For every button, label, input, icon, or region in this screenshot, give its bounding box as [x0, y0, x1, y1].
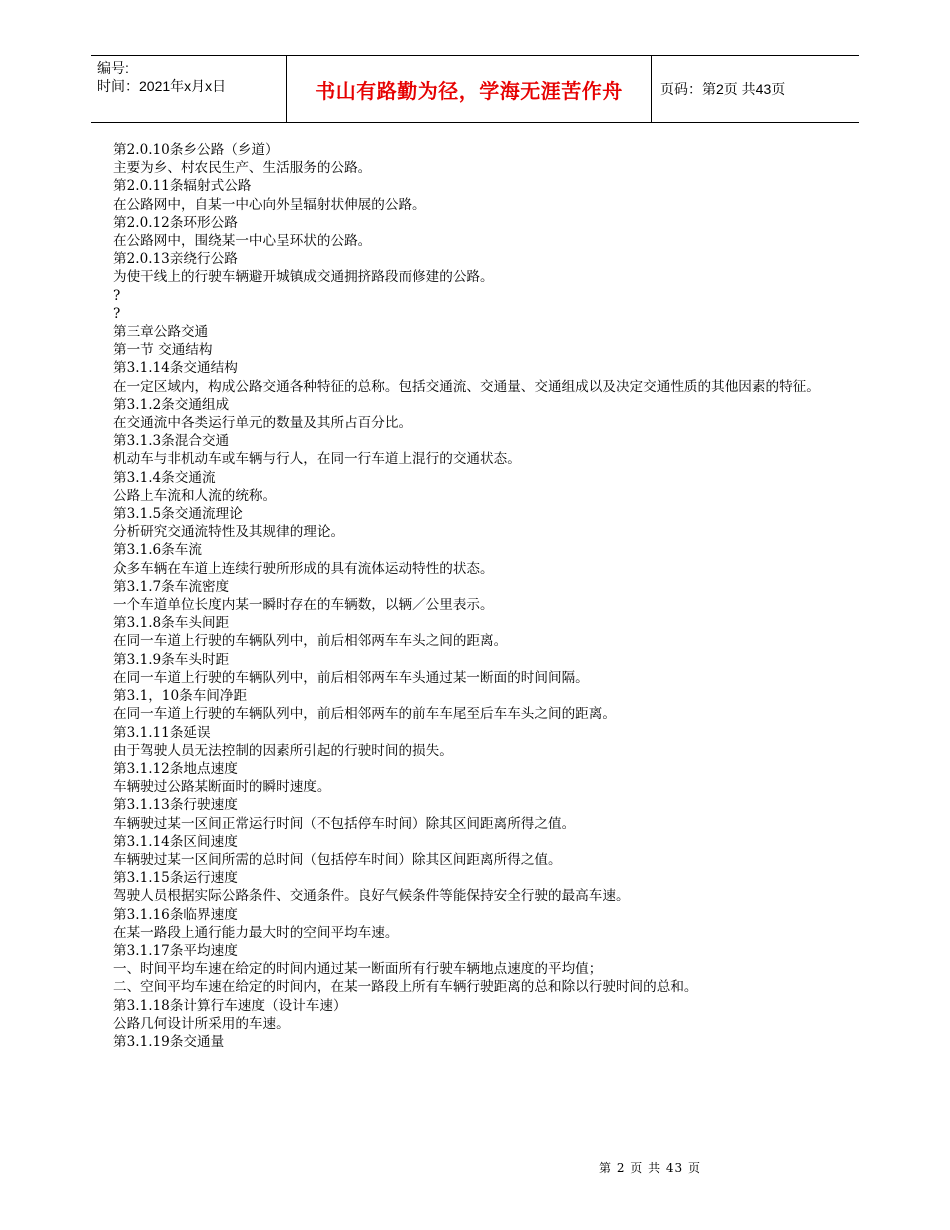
text-line: 驾驶人员根据实际公路条件、交通条件。良好气候条件等能保持安全行驶的最高车速。	[113, 888, 630, 905]
text-line: 由于驾驶人员无法控制的因素所引起的行驶时间的损失。	[113, 742, 453, 759]
text-line: 第3.1.9条车头时距	[113, 651, 230, 668]
text-line: 公路几何设计所采用的车速。	[113, 1015, 290, 1032]
text-line: 机动车与非机动车或车辆与行人，在同一行车道上混行的交通状态。	[113, 451, 521, 468]
text-line: 第3.1.17条平均速度	[113, 942, 238, 959]
text-line: 第3.1.7条车流密度	[113, 578, 230, 595]
text-line: 为使干线上的行驶车辆避开城镇成交通拥挤路段而修建的公路。	[113, 269, 494, 286]
text-line: 在某一路段上通行能力最大时的空间平均车速。	[113, 924, 399, 941]
chapter-heading: 第三章公路交通	[113, 324, 209, 341]
text-line: 第3.1.2条交通组成	[113, 396, 230, 413]
document-body	[113, 141, 843, 1051]
time-label: 时间：2021年x月x日	[97, 78, 227, 94]
text-line: ?	[113, 287, 121, 304]
text-line: 二、空间平均车速在给定的时间内，在某一路段上所有车辆行驶距离的总和除以行驶时间的总和。	[113, 979, 698, 996]
text-line: 第2.0.11条辐射式公路	[113, 178, 252, 195]
text-line: 第3.1，10条车间净距	[113, 688, 248, 705]
text-line: 第3.1.18条计算行车速度（设计车速）	[113, 997, 347, 1014]
text-line: 第3.1.4条交通流	[113, 469, 216, 486]
header-motto: 书山有路勤为径，学海无涯苦作舟	[286, 56, 652, 122]
text-line: 一个车道单位长度内某一瞬时存在的车辆数，以辆／公里表示。	[113, 597, 494, 614]
text-line: 第3.1.16条临界速度	[113, 906, 238, 923]
text-line: 第3.1.11条延误	[113, 724, 211, 741]
text-line: 在同一车道上行驶的车辆队列中，前后相邻两车车头之间的距离。	[113, 633, 508, 650]
number-label: 编号:	[97, 60, 129, 76]
text-line: 车辆驶过公路某断面时的瞬时速度。	[113, 779, 331, 796]
text-line: 第3.1.12条地点速度	[113, 760, 238, 777]
text-line: 第3.1.13条行驶速度	[113, 797, 238, 814]
text-line: 第3.1.8条车头间距	[113, 615, 230, 632]
text-line: 车辆驶过某一区间正常运行时间（不包括停车时间）除其区间距离所得之值。	[113, 815, 576, 832]
section-heading: 第一节 交通结构	[113, 342, 213, 359]
text-line: 分析研究交通流特性及其规律的理论。	[113, 524, 345, 541]
page-header	[91, 55, 859, 123]
text-line: 第3.1.14条区间速度	[113, 833, 238, 850]
text-line: 第2.0.10条乡公路（乡道）	[113, 142, 279, 158]
text-line: 第3.1.19条交通量	[113, 1033, 225, 1050]
text-line: ?	[113, 305, 121, 322]
text-line: 第3.1.6条车流	[113, 542, 202, 559]
text-line: 主要为乡、村农民生产、生活服务的公路。	[113, 160, 372, 177]
text-line: 在公路网中，围绕某一中心呈环状的公路。	[113, 233, 372, 250]
text-line: 众多车辆在车道上连续行驶所形成的具有流体运动特性的状态。	[113, 560, 494, 577]
text-line: 第3.1.5条交通流理论	[113, 506, 243, 523]
text-line: 在公路网中，自某一中心向外呈辐射状伸展的公路。	[113, 196, 426, 213]
text-line: 第3.1.3条混合交通	[113, 433, 230, 450]
text-paragraph: 在一定区域内，构成公路交通各种特征的总称。包括交通流、交通量、交通组成以及决定交通性质的其他因素的特征。	[113, 378, 820, 395]
text-line: 在同一车道上行驶的车辆队列中，前后相邻两车的前车车尾至后车车头之间的距离。	[113, 706, 616, 723]
page-footer: 第 2 页 共 43 页	[599, 1161, 701, 1175]
text-line: 公路上车流和人流的统称。	[113, 487, 277, 504]
header-page-number: 页码：第2页 共43页	[660, 81, 786, 97]
header-meta	[91, 56, 286, 122]
text-line: 第3.1.14条交通结构	[113, 360, 238, 377]
text-line: 在交通流中各类运行单元的数量及其所占百分比。	[113, 415, 413, 432]
text-line: 第2.0.13亲绕行公路	[113, 251, 238, 268]
text-line: 第2.0.12条环形公路	[113, 214, 238, 231]
text-line: 第3.1.15条运行速度	[113, 870, 238, 887]
text-line: 一、时间平均车速在给定的时间内通过某一断面所有行驶车辆地点速度的平均值；	[113, 961, 603, 978]
text-line: 在同一车道上行驶的车辆队列中，前后相邻两车车头通过某一断面的时间间隔。	[113, 669, 589, 686]
text-line: 车辆驶过某一区间所需的总时间（包括停车时间）除其区间距离所得之值。	[113, 851, 562, 868]
